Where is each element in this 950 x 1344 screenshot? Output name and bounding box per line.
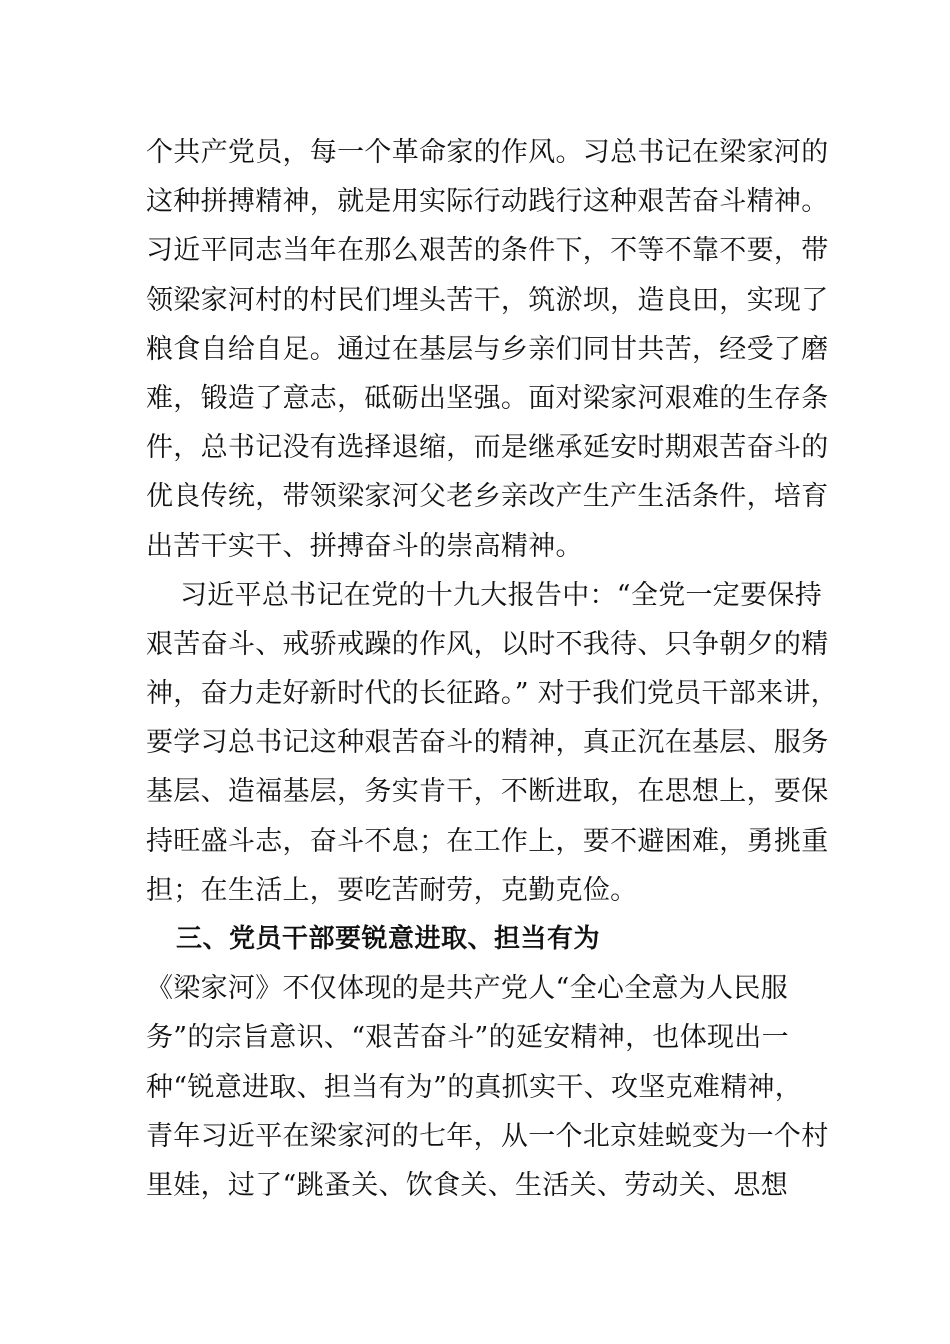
text-line: 出苦干实干、拼搏奋斗的崇高精神。 xyxy=(146,530,583,562)
text-line: 优良传统，带领梁家河父老乡亲改产生产生活条件，培育 xyxy=(146,481,829,513)
text-line: 里娃，过了“跳蚤关、饮食关、生活关、劳动关、思想 xyxy=(146,1169,789,1201)
text-line: 基层、造福基层，务实肯干，不断进取，在思想上，要保 xyxy=(146,776,829,808)
text-line: 习近平同志当年在那么艰苦的条件下，不等不靠不要，带 xyxy=(146,235,829,267)
text-line: 难，锻造了意志，砥砺出坚强。面对梁家河艰难的生存条 xyxy=(146,382,829,414)
paragraph-start-line: 习近平总书记在党的十九大报告中：“全党一定要保持 xyxy=(180,579,823,611)
paragraph-start-line: 《梁家河》不仅体现的是共产党人“全心全意为人民服 xyxy=(146,973,789,1005)
text-line: 种“锐意进取、担当有为”的真抓实干、攻坚克难精神， xyxy=(146,1071,803,1103)
text-line: 这种拼搏精神，就是用实际行动践行这种艰苦奋斗精神。 xyxy=(146,186,829,218)
text-line: 艰苦奋斗、戒骄戒躁的作风，以时不我待、只争朝夕的精 xyxy=(146,628,829,660)
text-line: 个共产党员，每一个革命家的作风。习总书记在梁家河的 xyxy=(146,137,829,168)
text-line: 粮食自给自足。通过在基层与乡亲们同甘共苦，经受了磨 xyxy=(146,333,829,365)
text-line: 持旺盛斗志，奋斗不息；在工作上，要不避困难，勇挑重 xyxy=(146,825,829,857)
text-line: 神，奋力走好新时代的长征路。” 对于我们党员干部来讲， xyxy=(146,678,838,710)
text-line: 件，总书记没有选择退缩，而是继承延安时期艰苦奋斗的 xyxy=(146,432,829,464)
text-line: 担；在生活上，要吃苦耐劳，克勤克俭。 xyxy=(146,874,638,906)
body-text xyxy=(146,128,836,1210)
text-line: 要学习总书记这种艰苦奋斗的精神，真正沉在基层、服务 xyxy=(146,727,829,759)
section-heading: 三、党员干部要锐意进取、担当有为 xyxy=(176,924,601,954)
text-line: 青年习近平在梁家河的七年，从一个北京娃蜕变为一个村 xyxy=(146,1120,829,1152)
text-line: 务”的宗旨意识、“艰苦奋斗”的延安精神，也体现出一 xyxy=(146,1022,789,1054)
text-line: 领梁家河村的村民们埋头苦干，筑淤坝，造良田，实现了 xyxy=(146,284,829,316)
